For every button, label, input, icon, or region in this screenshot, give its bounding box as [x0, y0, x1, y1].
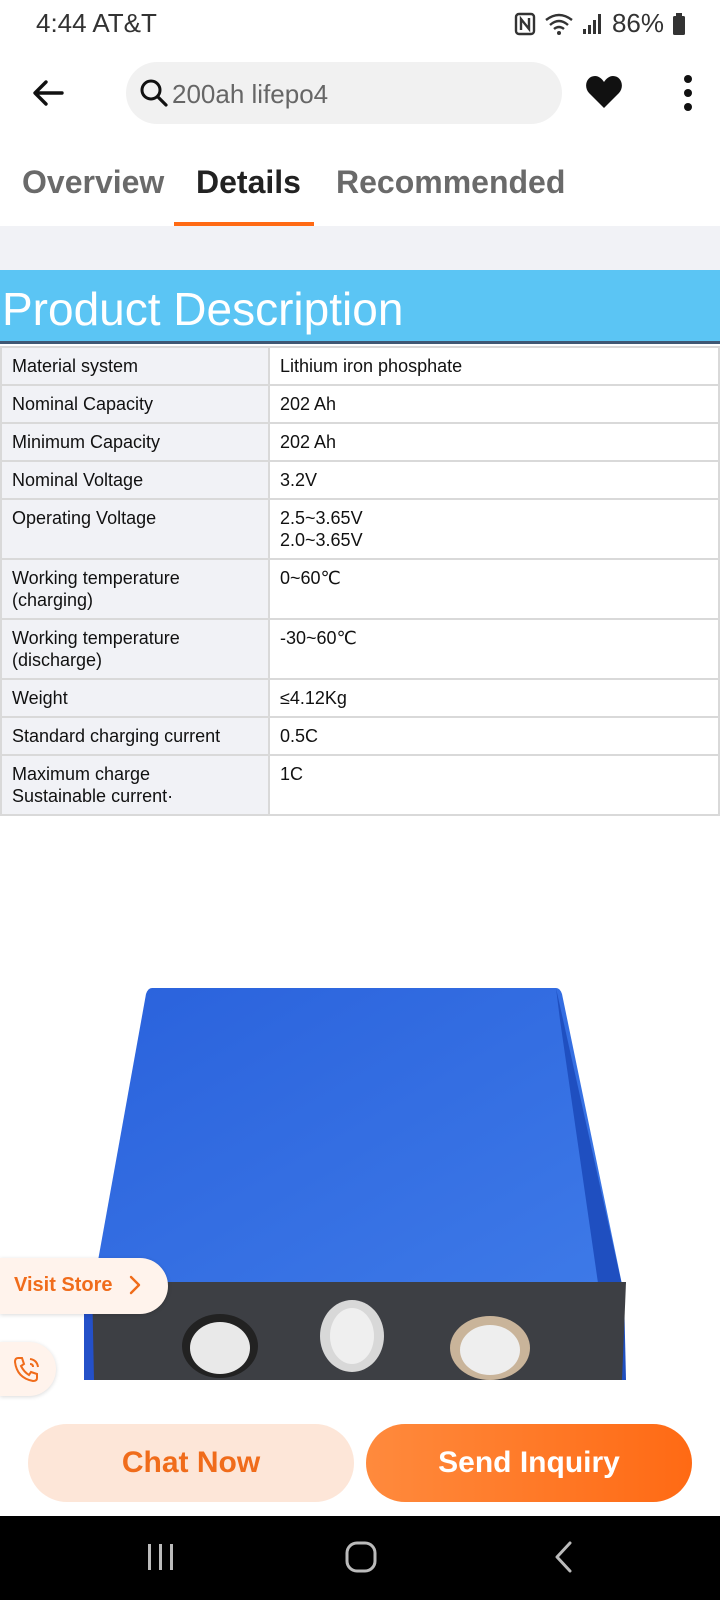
chat-now-button[interactable]: [28, 1424, 354, 1502]
spec-key: [1, 499, 269, 559]
spec-value: [269, 423, 719, 461]
spec-key-line: Working temperature: [12, 568, 180, 588]
tab-bar: [0, 150, 720, 226]
recents-icon[interactable]: [146, 1542, 176, 1572]
spec-key-line: Material system: [12, 356, 139, 376]
send-inquiry-label: Send Inquiry: [438, 1446, 620, 1479]
product-description-header: [0, 270, 720, 344]
chat-now-label: Chat Now: [121, 1446, 261, 1479]
spec-row: [1, 385, 719, 423]
spec-value-line: -30~60℃: [280, 628, 357, 648]
spec-key: [1, 559, 269, 619]
spec-row: [1, 347, 719, 385]
nfc-icon: [514, 12, 536, 36]
spec-key: [1, 385, 269, 423]
spec-value: [269, 499, 719, 559]
back-arrow-icon[interactable]: [30, 73, 70, 113]
spec-key: [1, 717, 269, 755]
spec-key-line: Working temperature: [12, 628, 180, 648]
spec-row: [1, 679, 719, 717]
wifi-icon: [544, 12, 574, 36]
battery-icon: [672, 12, 686, 36]
spec-value-line: 2.0~3.65V: [280, 530, 363, 550]
spec-value-line: Lithium iron phosphate: [280, 356, 463, 376]
spec-value: [269, 461, 719, 499]
spec-key: [1, 755, 269, 815]
spec-key-line: Weight: [12, 688, 68, 708]
home-icon[interactable]: [344, 1540, 378, 1574]
spec-value-line: 0.5C: [280, 726, 319, 746]
search-query: 200ah lifepo4: [172, 79, 329, 109]
spec-value: [269, 385, 719, 423]
spec-row: [1, 559, 719, 619]
heart-icon[interactable]: [584, 72, 624, 112]
spec-key-line: Minimum Capacity: [12, 432, 161, 452]
tab-recommended[interactable]: Recommended: [336, 164, 566, 200]
visit-store-button[interactable]: [0, 1258, 168, 1314]
spec-key: [1, 679, 269, 717]
spec-row: [1, 423, 719, 461]
status-icons: [514, 8, 686, 39]
tab-overview[interactable]: Overview: [22, 164, 165, 200]
spec-row: [1, 461, 719, 499]
spec-key-line: (discharge): [12, 650, 103, 670]
spec-value: [269, 755, 719, 815]
spec-row: [1, 717, 719, 755]
phone-call-icon: [12, 1355, 42, 1383]
spec-key: [1, 423, 269, 461]
visit-store-label: Visit Store: [14, 1274, 113, 1296]
spec-key: [1, 619, 269, 679]
product-description-title: Product Description: [2, 283, 404, 335]
top-bar: [0, 60, 720, 126]
status-time-carrier: 4:44 AT&T: [36, 8, 157, 38]
system-nav-bar: [0, 1516, 720, 1600]
spec-key: [1, 461, 269, 499]
product-image: [0, 960, 720, 1406]
spec-key-line: Nominal Voltage: [12, 470, 144, 490]
tab-details[interactable]: Details: [196, 164, 301, 200]
spec-row: [1, 499, 719, 559]
spec-key-line: Maximum charge: [12, 764, 151, 784]
chevron-right-icon: [128, 1274, 142, 1296]
call-button[interactable]: [0, 1342, 56, 1396]
spec-key-line: Nominal Capacity: [12, 394, 154, 414]
nav-back-icon[interactable]: [552, 1540, 574, 1574]
spec-key-line: Standard charging current: [12, 726, 221, 746]
spec-value-line: 0~60℃: [280, 568, 341, 588]
spec-value-line: 2.5~3.65V: [280, 508, 363, 528]
spec-value-line: 1C: [280, 764, 304, 784]
spec-key-line: Operating Voltage: [12, 508, 157, 528]
spec-row: [1, 755, 719, 815]
spec-key: [1, 347, 269, 385]
spec-value-line: ≤4.12Kg: [280, 688, 347, 708]
battery-percent: 86%: [611, 8, 664, 38]
spec-key-line: Sustainable current·: [12, 786, 174, 806]
more-vertical-icon[interactable]: [674, 72, 702, 114]
spec-key-line: (charging): [12, 590, 94, 610]
send-inquiry-button[interactable]: [366, 1424, 692, 1502]
spec-value: [269, 347, 719, 385]
signal-icon: [582, 12, 604, 36]
spec-table: [0, 346, 720, 816]
spec-value: [269, 619, 719, 679]
action-bar: [0, 1406, 720, 1516]
spec-value-line: 202 Ah: [280, 394, 337, 414]
search-icon: [138, 77, 170, 109]
spec-value-line: 3.2V: [280, 470, 318, 490]
spec-row: [1, 619, 719, 679]
status-bar: [0, 0, 720, 46]
spec-value: [269, 559, 719, 619]
search-input[interactable]: [126, 62, 562, 124]
spec-value: [269, 717, 719, 755]
spec-value-line: 202 Ah: [280, 432, 337, 452]
section-divider: [0, 226, 720, 270]
spec-value: [269, 679, 719, 717]
